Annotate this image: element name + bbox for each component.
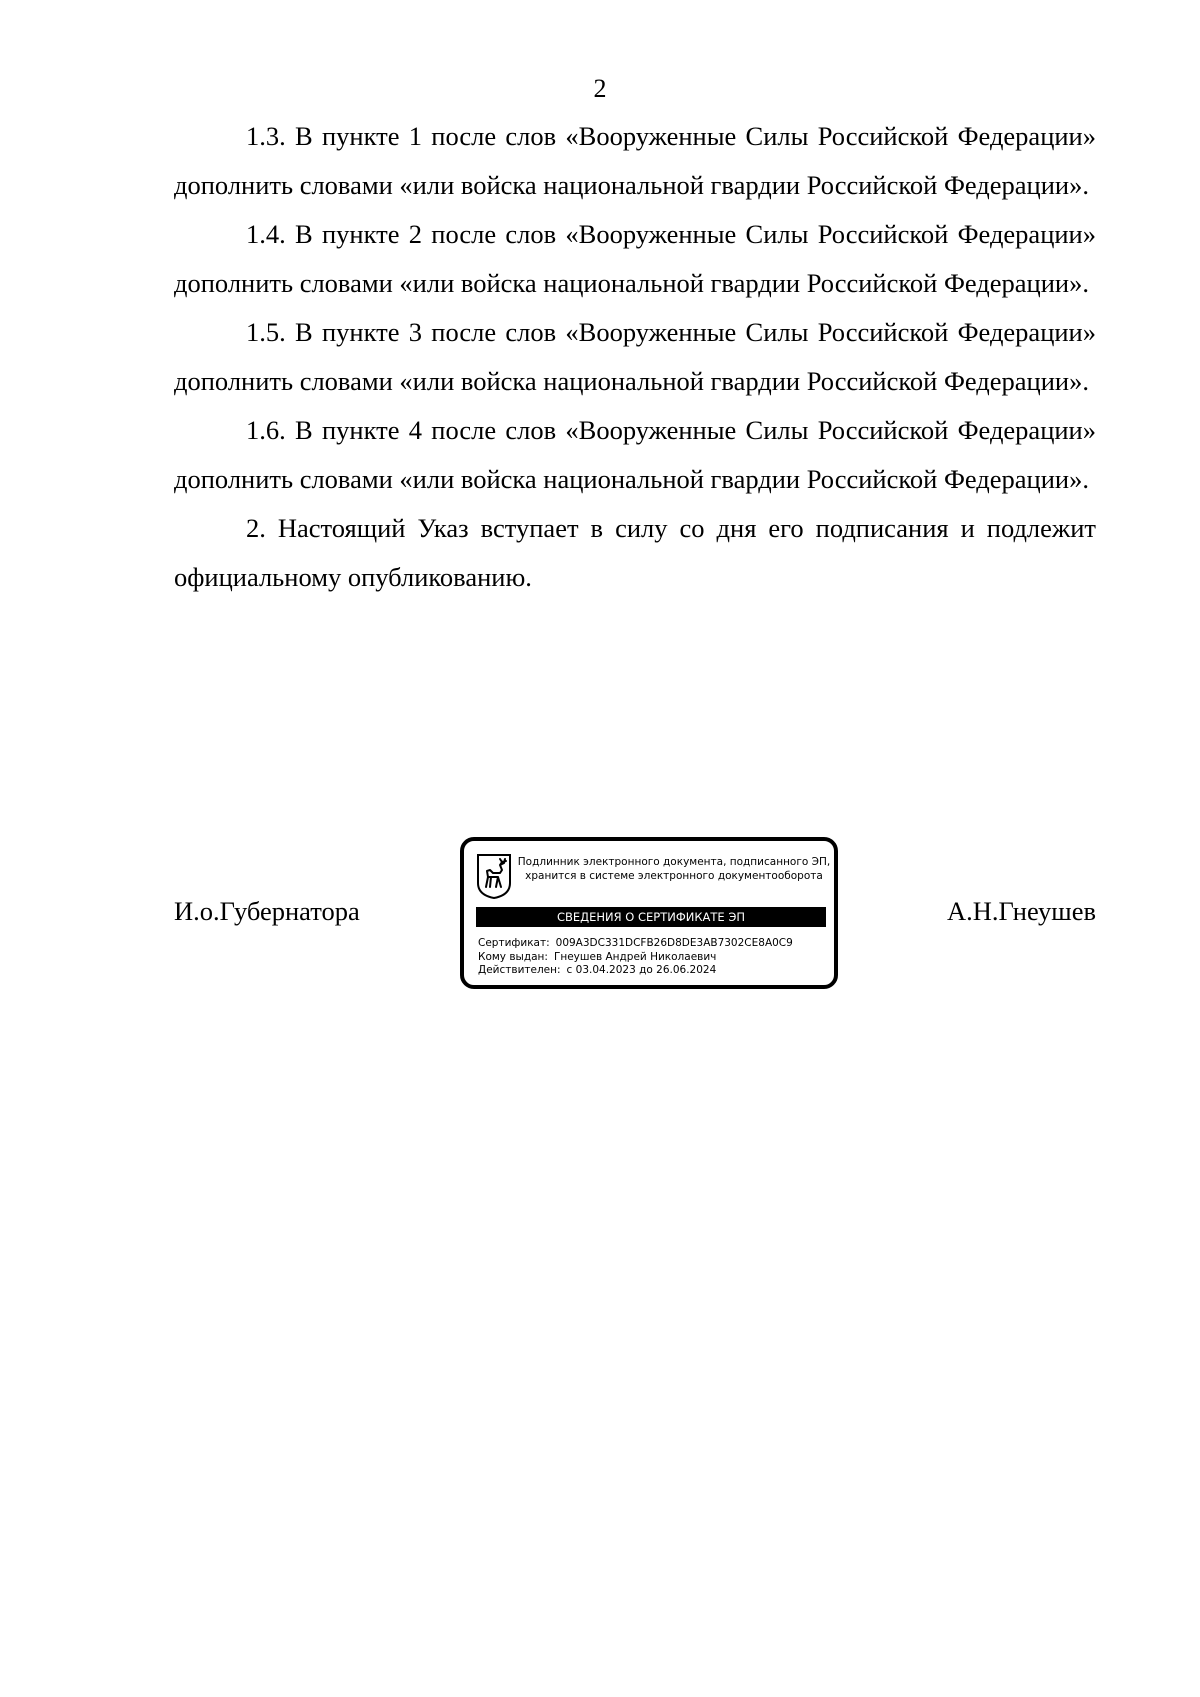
validity-row — [478, 964, 828, 978]
validity-value: с 03.04.2023 до 26.06.2024 — [566, 964, 717, 976]
stamp-header-line-2: хранится в системе электронного документооборота — [525, 870, 823, 882]
certificate-row — [478, 937, 828, 951]
certificate-label: Сертификат: — [478, 937, 550, 949]
paragraph-1-5: 1.5. В пункте 3 после слов «Вооруженные Силы Российской Федерации» дополнить словами «или войска национальной гвардии Российской Федерации». — [174, 317, 1096, 396]
signatory-position: И.о.Губернатора — [174, 896, 360, 926]
electronic-signature-stamp — [460, 837, 838, 989]
stamp-title-bar: СВЕДЕНИЯ О СЕРТИФИКАТЕ ЭП — [476, 907, 826, 927]
document-body — [174, 112, 1096, 602]
paragraph-1-3: 1.3. В пункте 1 после слов «Вооруженные Силы Российской Федерации» дополнить словами «или войска национальной гвардии Российской Федерации». — [174, 121, 1096, 200]
paragraph-1-4: 1.4. В пункте 2 после слов «Вооруженные Силы Российской Федерации» дополнить словами «или войска национальной гвардии Российской Федерации». — [174, 219, 1096, 298]
stamp-header — [516, 855, 832, 883]
paragraph-2: 2. Настоящий Указ вступает в силу со дня его подписания и подлежит официальному опубликованию. — [174, 513, 1096, 592]
issued-to-label: Кому выдан: — [478, 950, 548, 963]
stamp-certificate-info — [478, 937, 828, 978]
signatory-name: А.Н.Гнеушев — [946, 896, 1096, 926]
page-number: 2 — [593, 74, 607, 103]
issued-to-row — [478, 951, 828, 965]
issued-to-value: Гнеушев Андрей Николаевич — [553, 950, 717, 963]
stamp-header-line-1: Подлинник электронного документа, подписанного ЭП, — [517, 856, 831, 868]
validity-label: Действителен: — [478, 964, 561, 976]
certificate-value: 009A3DC331DCFB26D8DE3AB7302CE8A0C9 — [555, 937, 793, 949]
signature-block — [174, 834, 1096, 1014]
paragraph-1-6: 1.6. В пункте 4 после слов «Вооруженные Силы Российской Федерации» дополнить словами «или войска национальной гвардии Российской Федерации». — [174, 415, 1096, 494]
deer-emblem-icon — [476, 853, 512, 899]
